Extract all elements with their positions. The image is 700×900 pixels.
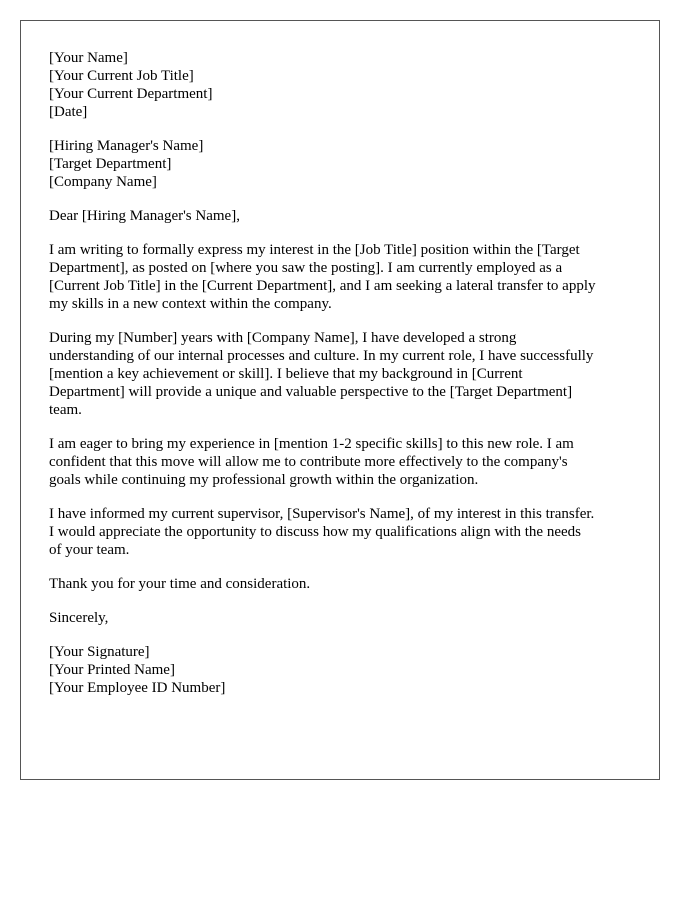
paragraph-line: I have informed my current supervisor, [Supervisor's Name], of my interest in this transfer. [49,506,595,522]
recipient-company: [Company Name] [49,174,157,190]
recipient-name: [Hiring Manager's Name] [49,138,204,154]
body-paragraph-1 [49,241,649,313]
letter-page [20,20,660,780]
recipient-block [49,137,649,191]
paragraph-line: goals while continuing my professional growth within the organization. [49,472,479,488]
paragraph-line: I would appreciate the opportunity to discuss how my qualifications align with the needs [49,524,581,540]
employee-id: [Your Employee ID Number] [49,680,226,696]
letter-date: [Date] [49,104,88,120]
sender-department: [Your Current Department] [49,86,213,102]
paragraph-line: I am eager to bring my experience in [mention 1-2 specific skills] to this new role. I am [49,436,574,452]
sender-name: [Your Name] [49,50,128,66]
body-paragraph-5 [49,575,649,593]
paragraph-line: of your team. [49,542,130,558]
paragraph-line: team. [49,402,82,418]
signature: [Your Signature] [49,644,150,660]
closing [49,609,649,627]
printed-name: [Your Printed Name] [49,662,175,678]
paragraph-line: Thank you for your time and consideration. [49,576,311,592]
paragraph-line: During my [Number] years with [Company Name], I have developed a strong [49,330,517,346]
sender-job-title: [Your Current Job Title] [49,68,194,84]
salutation-text: Dear [Hiring Manager's Name], [49,208,240,224]
paragraph-line: I am writing to formally express my interest in the [Job Title] position within the [Target [49,242,580,258]
paragraph-line: Department], as posted on [where you saw the posting]. I am currently employed as a [49,260,563,276]
body-paragraph-3 [49,435,649,489]
paragraph-line: Department] will provide a unique and valuable perspective to the [Target Department] [49,384,573,400]
paragraph-line: my skills in a new context within the company. [49,296,332,312]
body-paragraph-4 [49,505,649,559]
letter-content [49,49,649,713]
salutation [49,207,649,225]
paragraph-line: [mention a key achievement or skill]. I believe that my background in [Current [49,366,523,382]
signature-block [49,643,649,697]
recipient-department: [Target Department] [49,156,172,172]
paragraph-line: [Current Job Title] in the [Current Department], and I am seeking a lateral transfer to apply [49,278,596,294]
body-paragraph-2 [49,329,649,419]
closing-text: Sincerely, [49,610,109,626]
paragraph-line: confident that this move will allow me to contribute more effectively to the company's [49,454,568,470]
paragraph-line: understanding of our internal processes and culture. In my current role, I have successfully [49,348,594,364]
sender-block [49,49,649,121]
